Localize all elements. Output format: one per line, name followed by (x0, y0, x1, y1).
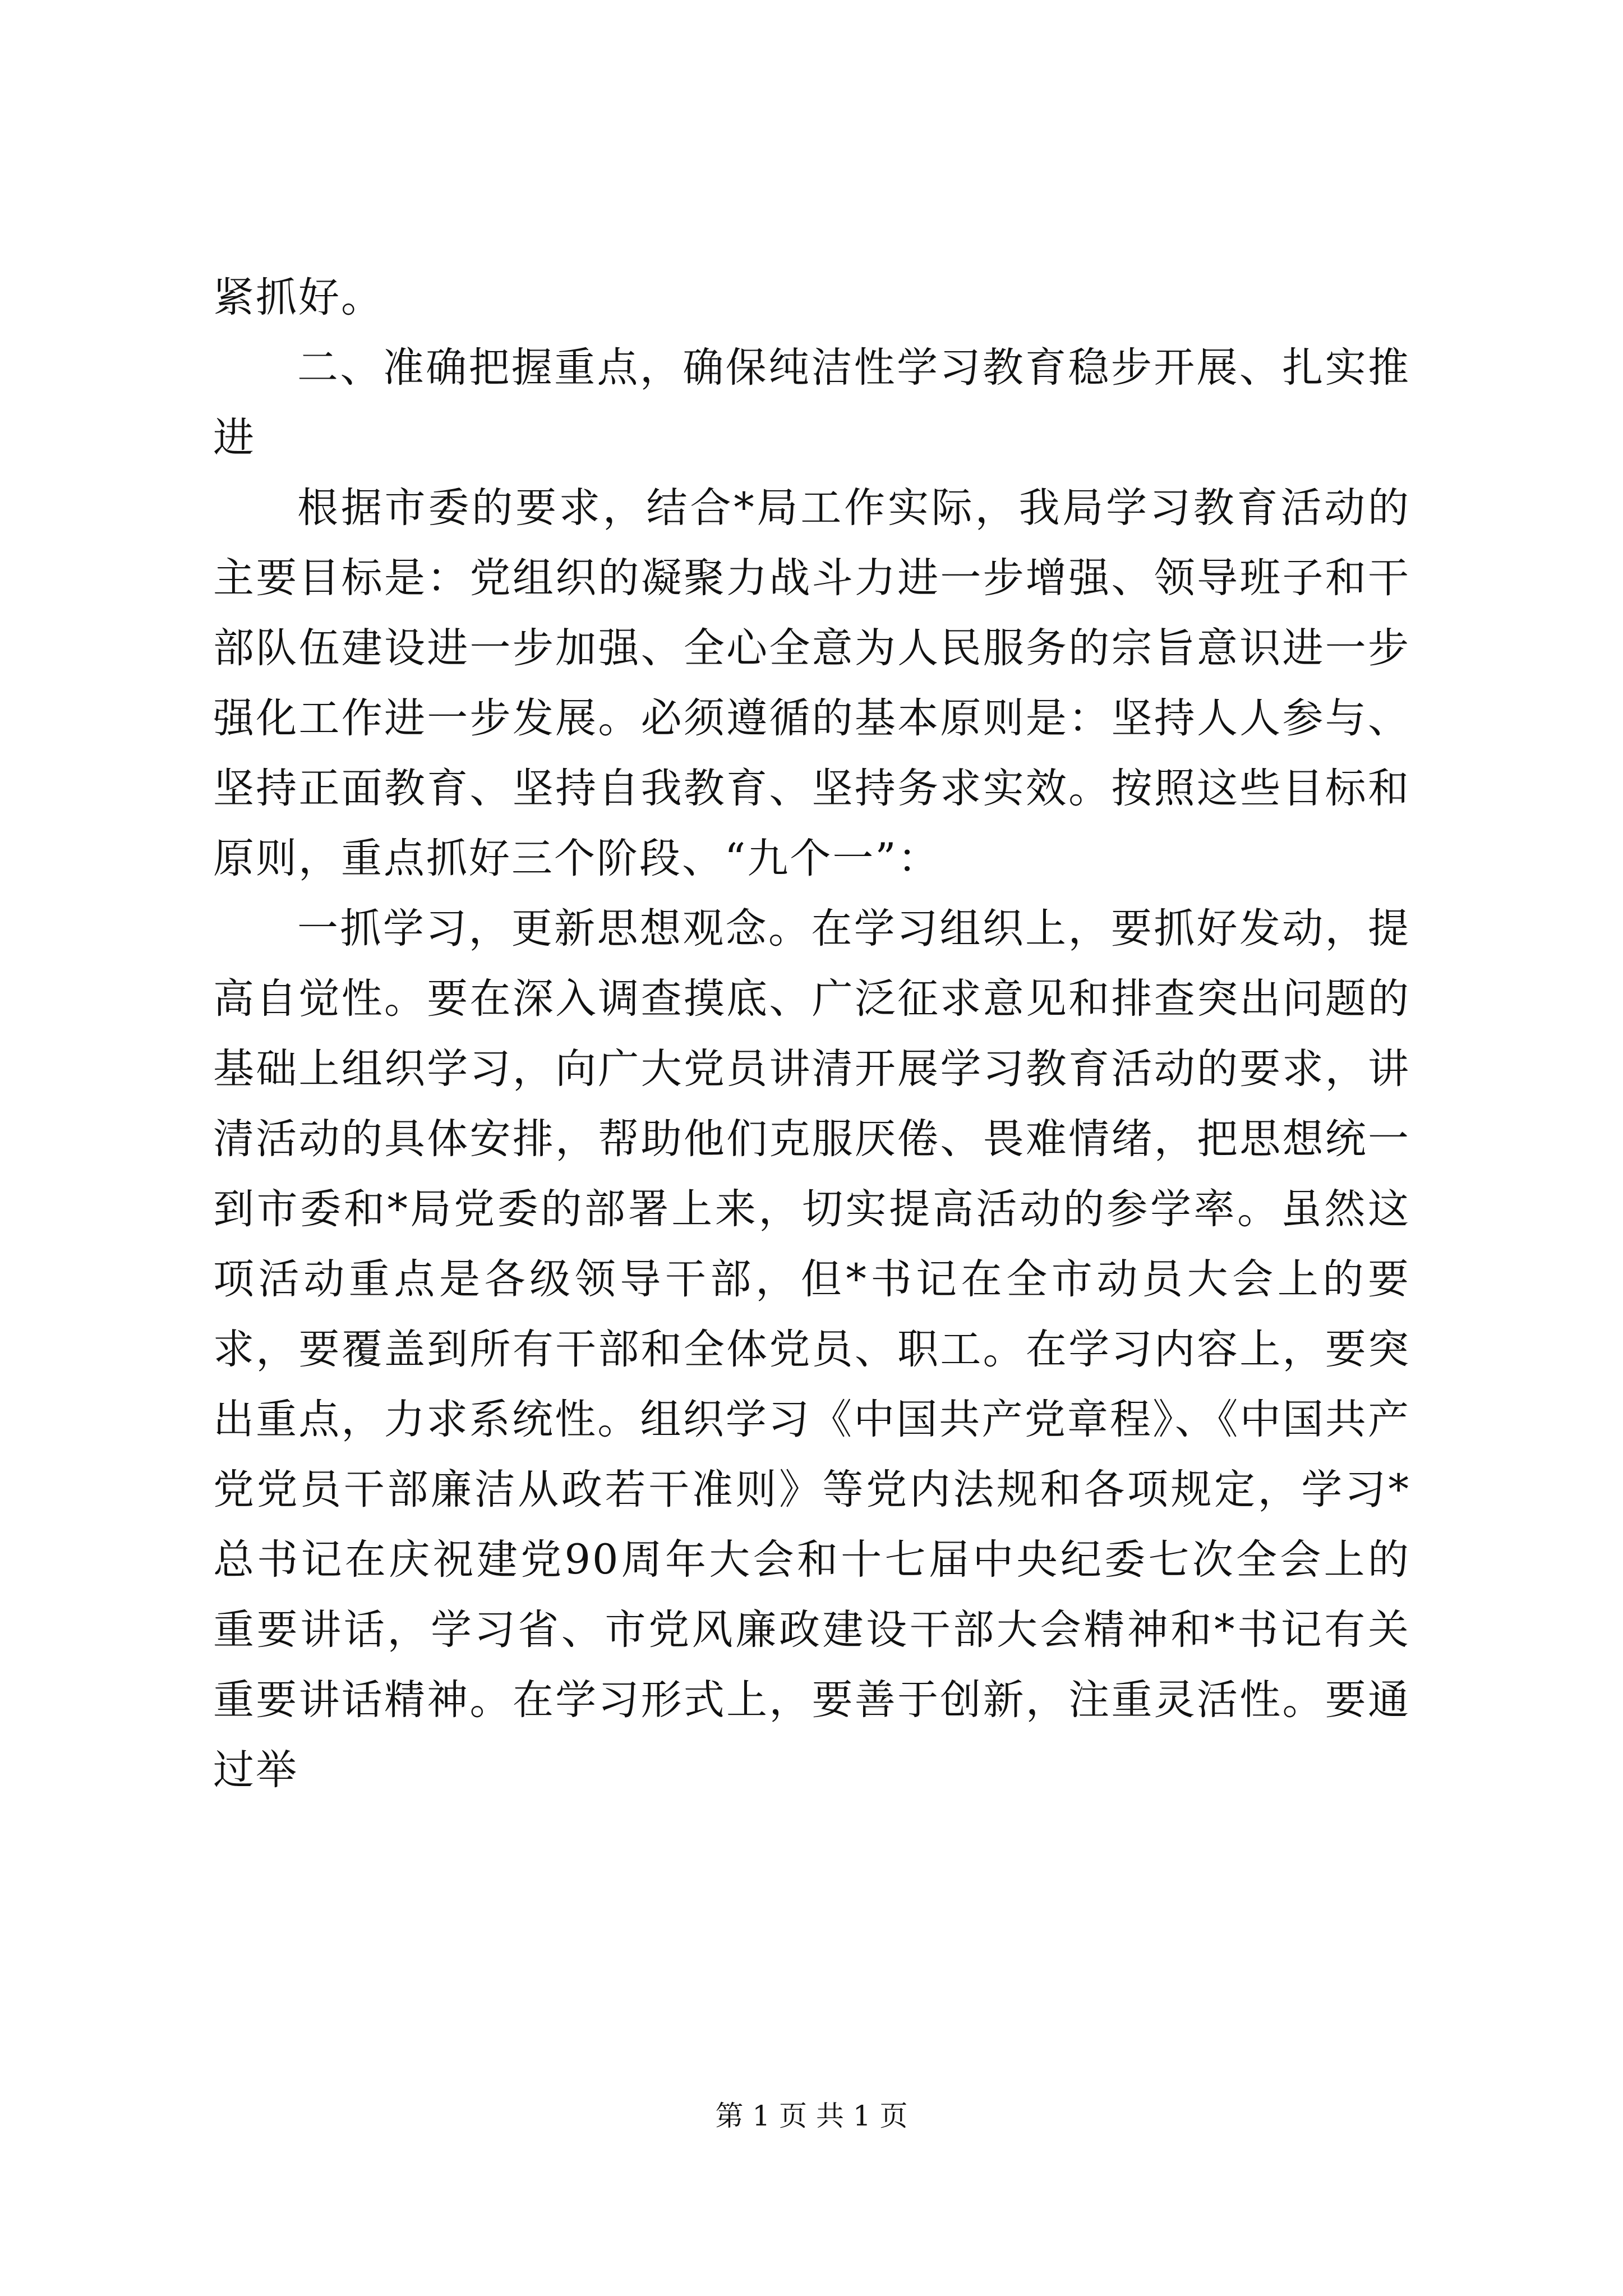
page-number-label: 第 1 页 共 1 页 (715, 2100, 908, 2132)
paragraph-study: 一抓学习，更新思想观念。在学习组织上，要抓好发动，提高自觉性。要在深入调查摸底、广泛征求意见和排查突出问题的基础上组织学习，向广大党员讲清开展学习教育活动的要求，讲清活动的具体安排，帮助他们克服厌倦、畏难情绪，把思想统一到市委和*局党委的部署上来，切实提高活动的参学率。虽然这项活动重点是各级领导干部，但*书记在全市动员大会上的要求，要覆盖到所有干部和全体党员、职工。在学习内容上，要突出重点，力求系统性。组织学习《中国共产党章程》、《中国共产党党员干部廉洁从政若干准则》等党内法规和各项规定，学习*总书记在庆祝建党90周年大会和十七届中央纪委七次全会上的重要讲话，学习省、市党风廉政建设干部大会精神和*书记有关重要讲话精神。在学习形式上，要善于创新，注重灵活性。要通过举 (213, 905, 1410, 1794)
section-heading: 二、准确把握重点，确保纯洁性学习教育稳步开展、扎实推进 (213, 344, 1410, 462)
document-body (213, 263, 1410, 1805)
paragraph-continuation: 紧抓好。 (213, 274, 384, 321)
page-footer (0, 2099, 1623, 2133)
paragraph-goals: 根据市委的要求，结合*局工作实际，我局学习教育活动的主要目标是：党组织的凝聚力战斗力进一步增强、领导班子和干部队伍建设进一步加强、全心全意为人民服务的宗旨意识进一步强化工作进一步发展。必须遵循的基本原则是：坚持人人参与、坚持正面教育、坚持自我教育、坚持务求实效。按照这些目标和原则，重点抓好三个阶段、“九个一”： (213, 484, 1410, 882)
